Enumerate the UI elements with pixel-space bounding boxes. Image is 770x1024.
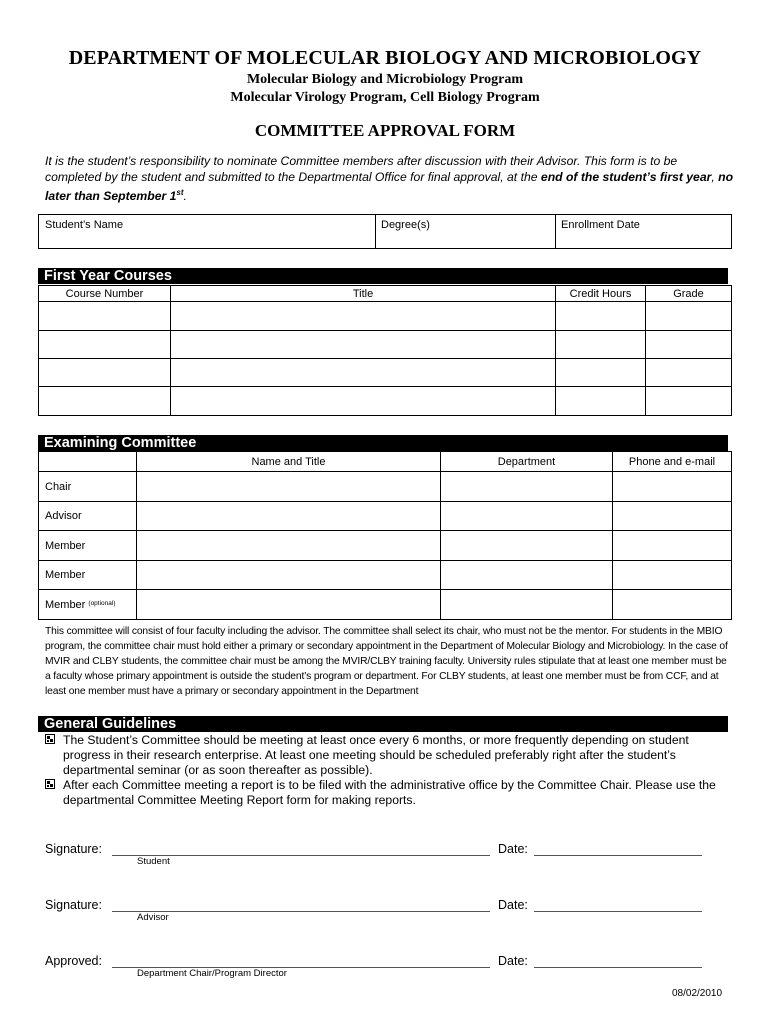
course-row	[39, 387, 732, 416]
col-credit-hours: Credit Hours	[556, 286, 646, 302]
committee-heading: Examining Committee	[38, 435, 728, 451]
col-role	[39, 452, 137, 472]
enrollment-date-label: Enrollment Date	[561, 219, 640, 231]
signature-label-student: Signature:	[45, 842, 102, 856]
student-name-field[interactable]	[39, 215, 376, 249]
course-row	[39, 302, 732, 331]
department-cell[interactable]	[441, 472, 613, 502]
credit-hours-cell[interactable]	[556, 302, 646, 331]
course-title-cell[interactable]	[171, 302, 556, 331]
course-number-cell[interactable]	[39, 331, 171, 359]
committee-row	[39, 472, 732, 502]
grade-cell[interactable]	[646, 359, 732, 387]
form-title: COMMITTEE APPROVAL FORM	[254, 121, 516, 140]
degree-label: Degree(s)	[381, 219, 430, 231]
grade-cell[interactable]	[646, 387, 732, 416]
intro-paragraph	[45, 153, 735, 204]
grade-cell[interactable]	[646, 302, 732, 331]
department-cell[interactable]	[441, 531, 613, 561]
credit-hours-cell[interactable]	[556, 387, 646, 416]
role-chair: Chair	[39, 472, 137, 502]
optional-note: (optional)	[88, 599, 116, 607]
date-label-approval: Date:	[498, 954, 528, 968]
course-number-cell[interactable]	[39, 359, 171, 387]
course-row	[39, 359, 732, 387]
degree-field[interactable]	[376, 215, 556, 249]
credit-hours-cell[interactable]	[556, 359, 646, 387]
signature-caption-advisor: Advisor	[137, 912, 169, 923]
intro-text-1: It is the student’s responsibility to nominate Committee members after discussion with their Advisor. This form is to be completed by the student and submitted to the Departmental Office for final approval, at the	[45, 154, 678, 184]
grade-cell[interactable]	[646, 331, 732, 359]
guideline-text-2: After each Committee meeting a report is to be filed with the administrative office by the Committee Chair. Please use the departmental Committee Meeting Report form for making reports.	[63, 778, 716, 807]
committee-table	[38, 451, 732, 620]
guideline-item	[45, 778, 735, 808]
advisor-signature-line[interactable]	[112, 899, 490, 912]
advisor-date-line[interactable]	[534, 899, 702, 912]
name-cell[interactable]	[137, 531, 441, 561]
department-title: DEPARTMENT OF MOLECULAR BIOLOGY AND MICROBIOLOGY	[68, 47, 702, 69]
department-cell[interactable]	[441, 561, 613, 590]
col-course-number: Course Number	[39, 286, 171, 302]
course-title-cell[interactable]	[171, 331, 556, 359]
signature-caption-chair: Department Chair/Program Director	[137, 968, 287, 979]
phone-email-cell[interactable]	[613, 472, 732, 502]
role-member: Member	[39, 531, 137, 561]
course-number-cell[interactable]	[39, 302, 171, 331]
course-title-cell[interactable]	[171, 359, 556, 387]
approved-label: Approved:	[45, 954, 102, 968]
col-title: Title	[171, 286, 556, 302]
name-cell[interactable]	[137, 590, 441, 620]
approval-date-line[interactable]	[534, 955, 702, 968]
intro-bold-1: end of the student’s first year	[540, 170, 712, 184]
name-cell[interactable]	[137, 502, 441, 531]
guideline-text-1: The Student’s Committee should be meeting at least once every 6 months, or more frequently depending on student progress in their research enterprise. At least one meeting should be scheduled preferably right after the student’s departmental seminar (or as soon thereafter as possible).	[63, 733, 689, 777]
course-number-cell[interactable]	[39, 387, 171, 416]
committee-row	[39, 531, 732, 561]
committee-note: This committee will consist of four faculty including the advisor. The committee shall select its chair, who must not be the mentor. For students in the MBIO program, the committee chair must hold either a primary or secondary appointment in the Department of Molecular Biology and Microbiology. In the case of MVIR and CLBY students, the committee chair must be among the MVIR/CLBY training faculty. University rules stipulate that at least one member must be a faculty whose primary appointment is outside the student’s program or department. For CLBY students, at least one member must be from CCF, and at least one member must have a primary or secondary appointment in the Department	[45, 626, 728, 697]
intro-sup: st	[176, 188, 184, 197]
signature-caption-student: Student	[137, 856, 170, 867]
courses-table	[38, 285, 732, 416]
col-name-title: Name and Title	[137, 452, 441, 472]
department-cell[interactable]	[441, 590, 613, 620]
enrollment-date-field[interactable]	[556, 215, 732, 249]
student-signature-line[interactable]	[112, 843, 490, 856]
phone-email-cell[interactable]	[613, 502, 732, 531]
program-line-1: Molecular Biology and Microbiology Program	[246, 72, 524, 87]
approval-signature-line[interactable]	[112, 955, 490, 968]
date-label-student: Date:	[498, 842, 528, 856]
col-grade: Grade	[646, 286, 732, 302]
committee-row	[39, 590, 732, 620]
col-department: Department	[441, 452, 613, 472]
phone-email-cell[interactable]	[613, 531, 732, 561]
intro-text-2: ,	[711, 170, 719, 184]
committee-row	[39, 502, 732, 531]
student-info-table	[38, 214, 732, 249]
phone-email-cell[interactable]	[613, 561, 732, 590]
date-label-advisor: Date:	[498, 898, 528, 912]
credit-hours-cell[interactable]	[556, 331, 646, 359]
student-date-line[interactable]	[534, 843, 702, 856]
program-line-2: Molecular Virology Program, Cell Biology Program	[230, 90, 540, 105]
checkbox-bullet-icon	[45, 778, 55, 788]
guideline-item	[45, 733, 735, 778]
role-member-optional	[39, 590, 137, 620]
name-cell[interactable]	[137, 472, 441, 502]
student-name-label: Student’s Name	[45, 219, 124, 231]
role-advisor: Advisor	[39, 502, 137, 531]
name-cell[interactable]	[137, 561, 441, 590]
committee-row	[39, 561, 732, 590]
course-row	[39, 331, 732, 359]
course-title-cell[interactable]	[171, 387, 556, 416]
checkbox-bullet-icon	[45, 733, 55, 743]
department-cell[interactable]	[441, 502, 613, 531]
intro-bold-2: no later than September 1	[45, 170, 734, 204]
intro-text-3: .	[183, 189, 187, 204]
role-member-label: Member	[45, 598, 86, 611]
role-member: Member	[39, 561, 137, 590]
courses-heading: First Year Courses	[38, 268, 728, 284]
col-phone-email: Phone and e-mail	[613, 452, 732, 472]
phone-email-cell[interactable]	[613, 590, 732, 620]
revision-date: 08/02/2010	[672, 988, 723, 999]
signature-label-advisor: Signature:	[45, 898, 102, 912]
guidelines-heading: General Guidelines	[38, 716, 728, 732]
